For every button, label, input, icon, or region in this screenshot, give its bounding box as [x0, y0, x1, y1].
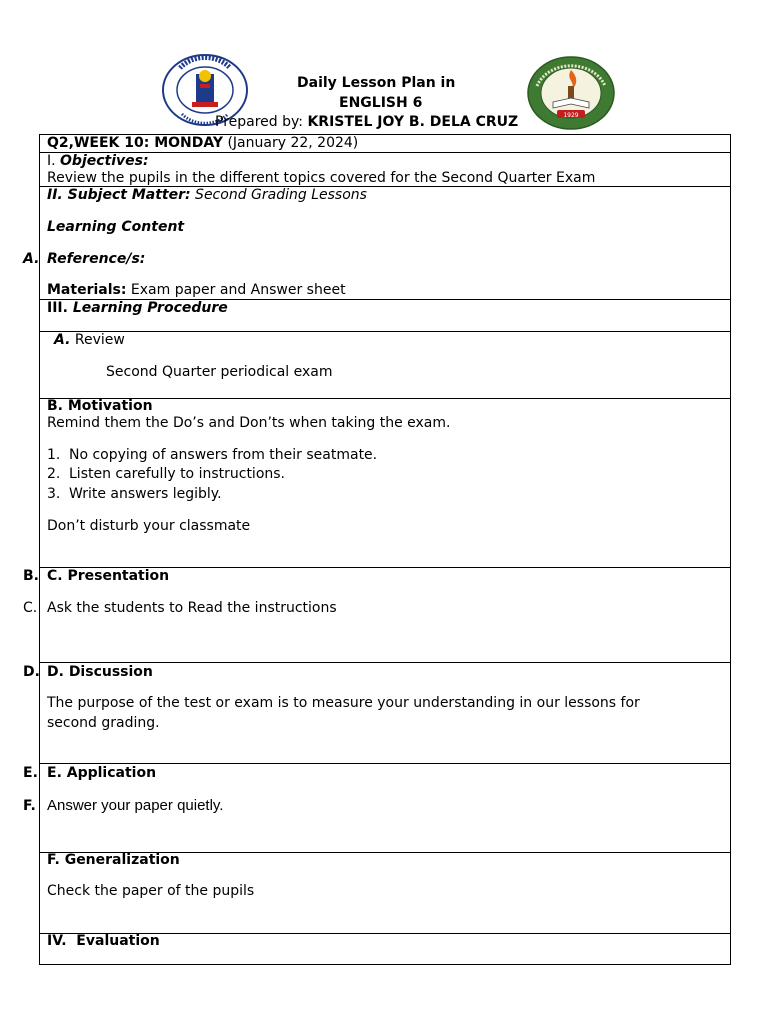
objectives-text: Review the pupils in the different topics covered for the Second Quarter Exam — [47, 170, 596, 186]
list-number: 2. — [47, 466, 61, 482]
motivation-list-item — [47, 466, 285, 482]
margin-marker-e: E. — [23, 765, 38, 781]
references-label: Reference/s: — [47, 251, 146, 267]
preparer-name: KRISTEL JOY B. DELA CRUZ — [307, 114, 519, 130]
title-line-1: Daily Lesson Plan in — [297, 75, 456, 91]
margin-marker-b: B. — [23, 568, 39, 584]
generalization-heading: F. Generalization — [47, 852, 180, 868]
procedure-heading — [47, 300, 228, 316]
week-date: (January 22, 2024) — [223, 135, 359, 151]
motivation-list-item — [47, 486, 222, 502]
week-label: Q2,WEEK 10: MONDAY — [47, 135, 224, 151]
school-seal-logo — [527, 56, 615, 130]
procedure-number: III. — [47, 300, 73, 316]
discussion-text-line-1: The purpose of the test or exam is to measure your understanding in our lessons for — [47, 695, 640, 711]
materials-label: Materials: — [47, 282, 127, 298]
motivation-intro: Remind them the Do’s and Don’ts when taking the exam. — [47, 415, 451, 431]
margin-marker-a: A. — [23, 251, 40, 267]
list-number: 3. — [47, 486, 61, 502]
subject-matter-heading — [47, 187, 367, 203]
motivation-heading: B. Motivation — [47, 398, 153, 414]
generalization-text: Check the paper of the pupils — [47, 883, 255, 899]
school-seal-year: 1929 — [563, 112, 579, 119]
procedure-label: Learning Procedure — [72, 300, 228, 316]
materials-value: Exam paper and Answer sheet — [126, 282, 346, 298]
presentation-heading: C. Presentation — [47, 568, 170, 584]
presentation-text: Ask the students to Read the instructions — [47, 600, 337, 616]
objectives-heading — [47, 153, 149, 169]
discussion-heading: D. Discussion — [47, 664, 153, 680]
application-text: Answer your paper quietly. — [47, 797, 224, 814]
week-heading — [47, 135, 358, 151]
margin-marker-c: C. — [23, 600, 38, 616]
discussion-text-line-2: second grading. — [47, 715, 160, 731]
motivation-closing: Don’t disturb your classmate — [47, 518, 251, 534]
objectives-number: I. — [47, 153, 61, 169]
objectives-label: Objectives: — [60, 153, 149, 169]
list-text: Write answers legibly. — [69, 486, 222, 502]
learning-content-label: Learning Content — [47, 219, 185, 235]
prepared-by-label: Prepared by: — [215, 114, 308, 130]
list-number: 1. — [47, 447, 61, 463]
margin-marker-d: D. — [23, 664, 40, 680]
list-text: Listen carefully to instructions. — [69, 466, 286, 482]
subject-matter-value: Second Grading Lessons — [190, 187, 367, 203]
prepared-by-line — [215, 114, 527, 132]
margin-marker-f: F. — [23, 798, 36, 814]
review-text: Second Quarter periodical exam — [106, 364, 333, 380]
evaluation-heading: IV. Evaluation — [47, 933, 160, 949]
motivation-list-item — [47, 447, 377, 463]
title-line-2: ENGLISH 6 — [339, 95, 423, 111]
application-heading: E. Application — [47, 765, 157, 781]
review-label: Review — [70, 332, 125, 348]
review-heading — [54, 332, 125, 348]
materials-line — [47, 282, 346, 298]
list-text: No copying of answers from their seatmate. — [69, 447, 378, 463]
review-letter: A. — [54, 332, 71, 348]
subject-matter-label: II. Subject Matter: — [47, 187, 191, 203]
